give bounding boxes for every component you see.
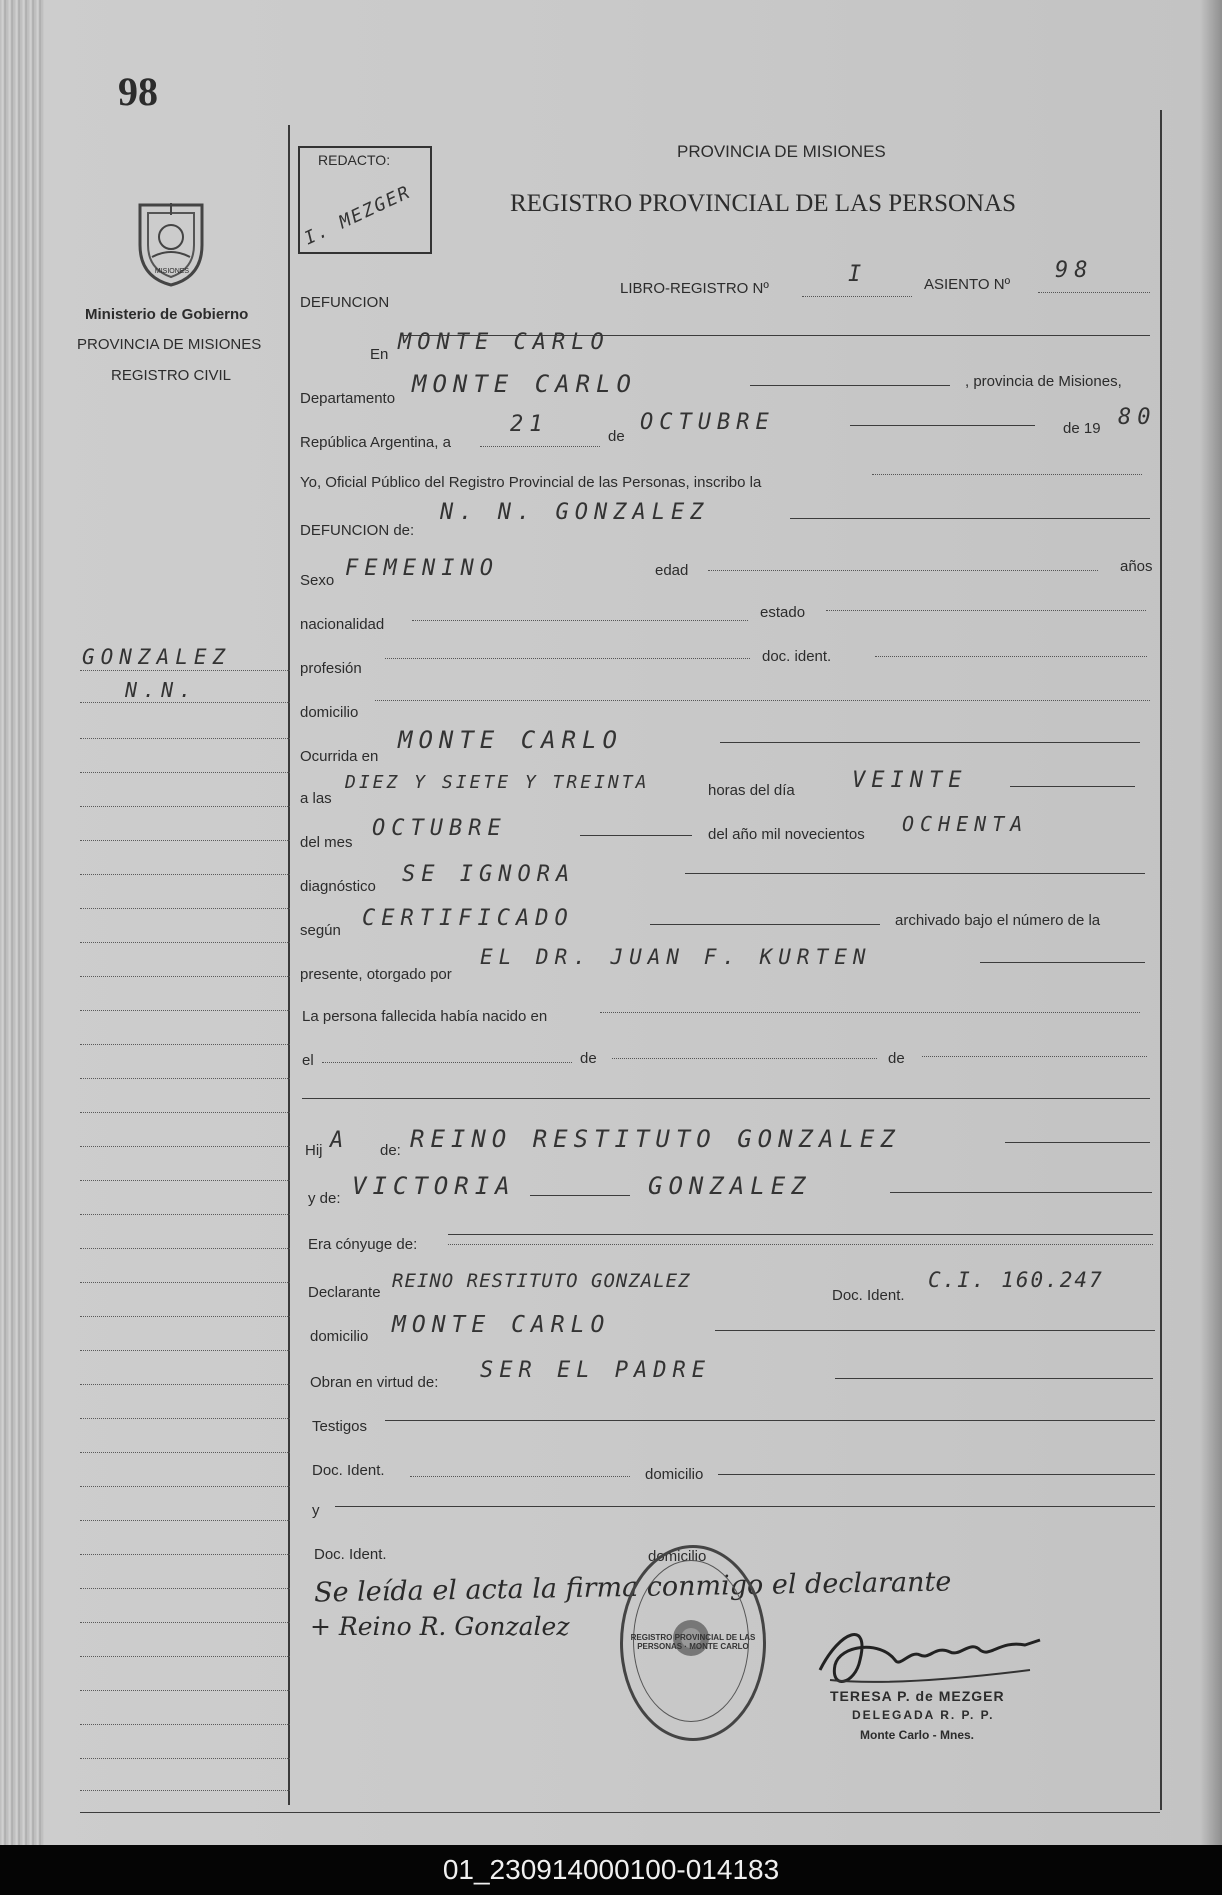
declarante-doc-label: Doc. Ident.: [832, 1287, 905, 1304]
provincia-label: , provincia de Misiones,: [965, 373, 1122, 390]
departamento-line: [750, 385, 950, 386]
image-id-footer: 01_230914000100-014183: [0, 1845, 1222, 1895]
nacionalidad-label: nacionalidad: [300, 616, 385, 633]
mes-line: [850, 425, 1035, 426]
estado-dots: [826, 610, 1146, 611]
redacto-label: REDACTO:: [318, 152, 391, 168]
testigo-doc-label: Doc. Ident.: [312, 1462, 385, 1479]
segun-line: [650, 924, 880, 925]
form-right-border: [1160, 110, 1162, 1810]
margin-name-annotation: N.N.: [125, 678, 198, 702]
declarant-signature: + Reino R. Gonzalez: [310, 1612, 570, 1641]
dia-value: 21: [510, 412, 549, 437]
delmes-line: [580, 835, 692, 836]
sexo-label: Sexo: [300, 572, 335, 589]
ocurrida-value: MONTE CARLO: [398, 726, 623, 754]
en-value: MONTE CARLO: [398, 330, 610, 355]
conyuge-label: Era cónyuge de:: [308, 1236, 418, 1253]
madre-value: VICTORIA: [352, 1172, 516, 1200]
dia-dots: [480, 446, 600, 447]
official-place: Monte Carlo - Mnes.: [860, 1728, 975, 1742]
official-round-seal: [620, 1545, 766, 1741]
mes-value: OCTUBRE: [640, 410, 775, 435]
presente-value: EL DR. JUAN F. KURTEN: [480, 945, 872, 969]
testigos-label: Testigos: [312, 1418, 368, 1435]
departamento-value: MONTE CARLO: [412, 370, 637, 398]
en-line: [400, 335, 1150, 336]
form-left-border: [288, 125, 290, 1805]
defuncion-line: [790, 518, 1150, 519]
declarante-doc-value: C.I. 160.247: [928, 1268, 1104, 1292]
asiento-dots: [1038, 292, 1150, 293]
doc2-label: Doc. Ident.: [314, 1546, 387, 1563]
ministry-label: Ministerio de Gobierno: [85, 306, 249, 323]
diagnostico-value: SE IGNORA: [402, 862, 576, 887]
en-label: En: [370, 346, 389, 363]
ano-value: OCHENTA: [902, 812, 1029, 836]
libro-value: I: [848, 262, 868, 287]
official-role: DELEGADA R. P. P.: [852, 1708, 995, 1722]
margin-registry-label: REGISTRO CIVIL: [111, 367, 232, 384]
redacto-value: I. MEZGER: [300, 181, 415, 250]
defuncion-value: N. N. GONZALEZ: [440, 500, 710, 525]
horas-value: DIEZ Y SIETE Y TREINTA: [345, 772, 650, 793]
diagnostico-line: [685, 873, 1145, 874]
testigo-domicilio-label: domicilio: [645, 1466, 704, 1483]
padre-value: REINO RESTITUTO GONZALEZ: [410, 1125, 901, 1153]
margin-province-label: PROVINCIA DE MISIONES: [77, 336, 262, 353]
book-page-edges: [0, 0, 44, 1845]
asiento-label: ASIENTO Nº: [924, 276, 1011, 293]
y-line: [335, 1506, 1155, 1507]
doc-ident-label: doc. ident.: [762, 648, 832, 665]
closing-note: Se leída el acta la firma conmigo el declarante: [313, 1566, 952, 1609]
ano-label: del año mil novecientos: [708, 826, 865, 843]
el-label: el: [302, 1052, 314, 1069]
de1-label: de: [608, 428, 625, 445]
archivado-label: archivado bajo el número de la: [895, 912, 1101, 929]
republica-label: República Argentina, a: [300, 434, 451, 451]
domicilio2-label: domicilio: [310, 1328, 369, 1345]
hija-de-label: de:: [380, 1142, 401, 1159]
dia-text-line: [1010, 786, 1135, 787]
seal-ring-text: REGISTRO PROVINCIAL DE LAS PERSONAS · MONTE CARLO: [630, 1633, 756, 1651]
de2-label: de: [580, 1050, 597, 1067]
page-number: 98: [118, 69, 158, 114]
domicilio3-label: domicilio: [648, 1548, 707, 1565]
horas-dia-label: horas del día: [708, 782, 795, 799]
nacido-dots: [600, 1012, 1140, 1013]
segun-value: CERTIFICADO: [362, 906, 574, 931]
domicilio-label: domicilio: [300, 704, 359, 721]
margin-surname-annotation: GONZALEZ: [82, 645, 232, 669]
madre-apellido: GONZALEZ: [648, 1172, 812, 1200]
obran-value: SER EL PADRE: [480, 1358, 711, 1383]
ocurrida-label: Ocurrida en: [300, 748, 379, 765]
nacido-label: La persona fallecida había nacido en: [302, 1008, 548, 1025]
delmes-value: OCTUBRE: [372, 816, 507, 841]
alas-label: a las: [300, 790, 332, 807]
anos-label: años: [1120, 558, 1153, 575]
de3-dots: [922, 1056, 1147, 1057]
doc-ident-dots: [875, 656, 1147, 657]
de3-label: de: [888, 1050, 905, 1067]
delmes-label: del mes: [300, 834, 353, 851]
edad-label: edad: [655, 562, 689, 579]
hija-suffix: A: [330, 1128, 350, 1153]
segun-label: según: [300, 922, 341, 939]
testigos-line: [385, 1420, 1155, 1421]
domicilio2-line: [715, 1330, 1155, 1331]
profesion-dots: [385, 658, 750, 659]
blank-line: [302, 1098, 1150, 1099]
hija-label: Hij: [305, 1142, 323, 1159]
seal-label: MISIONES: [154, 268, 190, 275]
domicilio2-value: MONTE CARLO: [392, 1312, 611, 1338]
libro-dots: [802, 296, 912, 297]
testigo-domicilio-line: [718, 1474, 1155, 1475]
nacionalidad-dots: [412, 620, 748, 621]
asiento-value: 98: [1055, 258, 1094, 283]
madre-line: [890, 1192, 1152, 1193]
profesion-label: profesión: [300, 660, 362, 677]
sexo-value: FEMENINO: [345, 556, 499, 581]
header-province: PROVINCIA DE MISIONES: [677, 142, 886, 161]
ocurrida-line: [720, 742, 1140, 743]
estado-label: estado: [760, 604, 806, 621]
declarante-value: REINO RESTITUTO GONZALEZ: [392, 1270, 691, 1292]
official-name: TERESA P. de MEZGER: [830, 1688, 1005, 1704]
presente-line: [980, 962, 1145, 963]
oficial-label: Yo, Oficial Público del Registro Provincial de las Personas, inscribo la: [300, 474, 762, 491]
presente-label: presente, otorgado por: [300, 966, 452, 983]
year-value: 80: [1118, 405, 1157, 430]
obran-label: Obran en virtud de:: [310, 1374, 439, 1391]
header-registry: REGISTRO PROVINCIAL DE LAS PERSONAS: [510, 190, 1017, 217]
obran-line: [835, 1378, 1153, 1379]
libro-label: LIBRO-REGISTRO Nº: [620, 280, 769, 297]
domicilio-dots: [375, 700, 1150, 701]
oficial-dots: [872, 474, 1142, 475]
dia-text-value: VEINTE: [852, 768, 968, 793]
padre-line: [1005, 1142, 1150, 1143]
departamento-label: Departamento: [300, 390, 396, 407]
el-dots: [322, 1062, 572, 1063]
madre-dash: [530, 1195, 630, 1196]
bottom-line: [80, 1812, 1160, 1813]
diagnostico-label: diagnóstico: [300, 878, 376, 895]
yde-label: y de:: [308, 1190, 341, 1207]
doc-type-label: DEFUNCION: [300, 294, 390, 311]
declarante-label: Declarante: [308, 1284, 381, 1301]
conyuge-dots: [448, 1244, 1153, 1245]
conyuge-line: [448, 1234, 1153, 1235]
edad-dots: [708, 570, 1098, 571]
testigo-doc-dots: [410, 1476, 630, 1477]
defuncion-label: DEFUNCION de:: [300, 522, 415, 539]
de-year-label: de 19: [1063, 420, 1101, 437]
de2-dots: [612, 1058, 877, 1059]
y-label: y: [312, 1502, 320, 1519]
